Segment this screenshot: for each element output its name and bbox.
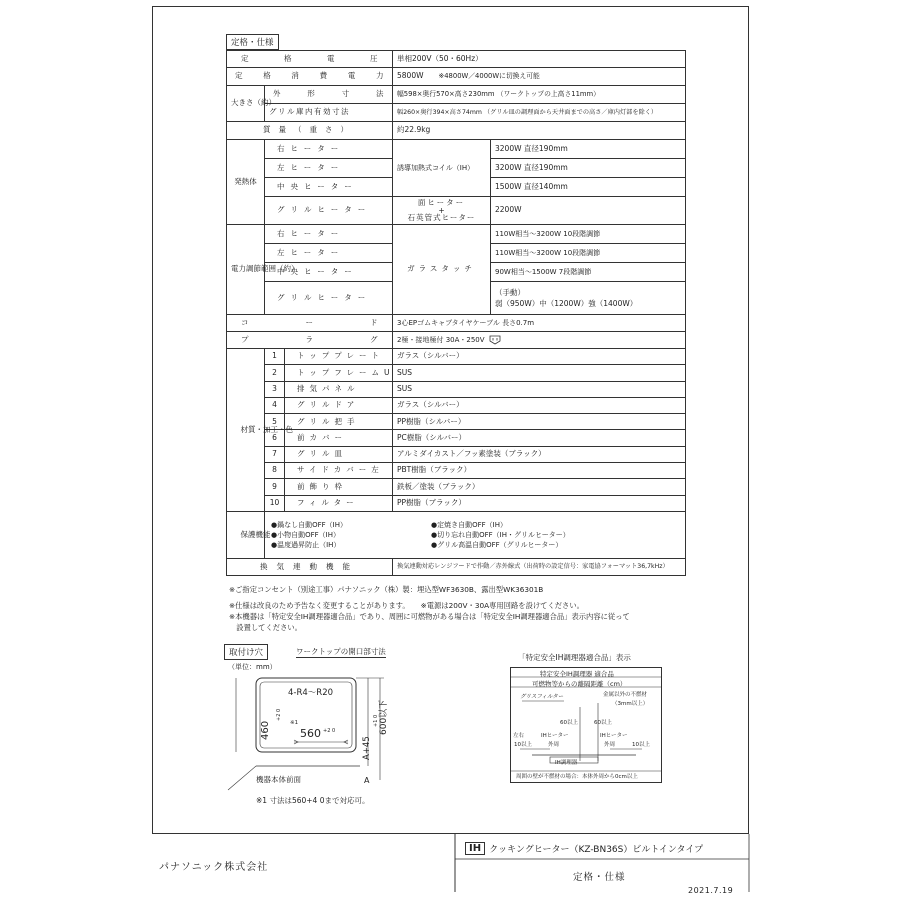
material-value: ガラス（シルバー） (393, 397, 686, 413)
cutout-section-label: 取付け穴 (224, 644, 268, 660)
material-value: PP樹脂（シルバー） (393, 414, 686, 430)
protection-item: ●鍋なし自動OFF（IH） (271, 520, 347, 529)
adjust-center-value: 90W相当～1500W 7段階調節 (491, 263, 686, 282)
adjust-group-label: 電力調節範囲（約） (227, 225, 265, 315)
material-value: PC樹脂（シルバー） (393, 430, 686, 446)
material-value: 鉄板／塗装（ブラック） (393, 479, 686, 495)
material-number: 9 (265, 479, 285, 495)
cutout-width: 560 (300, 727, 321, 740)
company-name: パナソニック株式会社 (159, 862, 269, 873)
protection-item: ●グリル高温自動OFF（グリルヒーター） (431, 540, 563, 549)
heat-center-value: 1500W 直径140mm (491, 178, 686, 197)
adjust-grill-line2: 弱（950W）中（1200W）強（1400W） (495, 299, 638, 308)
doc-title: 定格・仕様 (573, 872, 626, 883)
cutout-a-label: A (364, 776, 370, 785)
row-plug: プ ラ グ 2極・接地極付 30A・250V (227, 332, 686, 349)
adjust-left-label: 左ヒーター (265, 244, 393, 263)
adjust-left-value: 110W相当～3200W 10段階調節 (491, 244, 686, 263)
cutout-footnote: ※1 寸法は560+4 0まで対応可。 (256, 796, 370, 805)
material-value: SUS (393, 365, 686, 381)
doc-date: 2021.7.19 (688, 886, 734, 895)
adjust-right-value: 110W相当～3200W 10段階調節 (491, 225, 686, 244)
material-value: SUS (393, 381, 686, 397)
safety-distance: 可燃物等からの離隔距離（cm） (532, 680, 627, 688)
grill-heater-type-bottom: 石英管式ヒーター (407, 213, 476, 223)
adjust-center-label: 中央ヒーター (265, 263, 393, 282)
cutout-front-dim: A+45 (362, 736, 372, 760)
safety-d10b: 10以上 (632, 742, 650, 748)
grill-size-value: 幅260×奥行394×高さ74mm （グリル皿の調理面から天井面までの高さ／庫内灯部を除く） (393, 104, 686, 122)
material-value: PBT樹脂（ブラック） (393, 463, 686, 479)
size-group-label: 大きさ（約） (227, 86, 265, 122)
plug-value: 2極・接地極付 30A・250V (397, 336, 485, 344)
spec-section-label: 定格・仕様 (226, 34, 279, 50)
adjust-right-label: 右ヒーター (265, 225, 393, 244)
row-rated-power: 定 格 消 費 電 力 5800W ※4800W／4000Wに切換え可能 (227, 68, 686, 86)
cutout-front-label: 機器本体前面 (256, 775, 301, 784)
heat-grill-value: 2200W (491, 197, 686, 225)
row-rated-voltage: 定 格 電 圧 単相200V（50・60Hz） (227, 51, 686, 68)
rated-power-value: 5800W (397, 71, 424, 81)
heat-left-label: 左ヒーター (265, 159, 393, 178)
material-number: 3 (265, 381, 285, 397)
cord-value: 3心EPゴムキャブタイヤケーブル 長さ0.7m (393, 315, 686, 332)
material-number: 6 (265, 430, 285, 446)
cutout-depth: 460 (260, 720, 271, 740)
rated-power-note: ※4800W／4000Wに切換え可能 (438, 72, 540, 81)
material-part: フィルター (285, 495, 393, 511)
safety-ih-heater-2: IHヒーター (600, 733, 628, 739)
material-number: 2 (265, 365, 285, 381)
heat-right-label: 右ヒーター (265, 140, 393, 159)
material-part: グリル皿 (285, 446, 393, 462)
material-number: 1 (265, 349, 285, 365)
ventilation-value: 換気連動対応レンジフードで作動／赤外線式（出荷時の設定信号：家電協フォーマット36,7kHz） (393, 558, 686, 575)
ih-mark: IH (465, 842, 485, 855)
protection-item: ●小物自動OFF（IH） (271, 530, 340, 539)
material-part: 排気パネル (285, 381, 393, 397)
safety-grease-filter: グリスフィルター (520, 694, 564, 700)
cutout-width-tol: +2 0 (323, 728, 336, 734)
note-line1: ※仕様は改良のため予告なく変更することがあります。 ※電源は200V・30A専用回路を設けてください。 (229, 601, 584, 610)
grill-size-label: グリル庫内有効寸法 (265, 104, 393, 122)
heat-left-value: 3200W 直径190mm (491, 159, 686, 178)
protection-item: ●温度過昇防止（IH） (271, 540, 341, 549)
material-part: トッププレート (285, 349, 393, 365)
protection-item: ●切り忘れ自動OFF（IH・グリルヒーター） (431, 530, 570, 539)
cutout-max-depth: 600以下 (379, 699, 389, 735)
material-part: グリルドア (285, 397, 393, 413)
material-number: 8 (265, 463, 285, 479)
cutout-width-note: ※1 (290, 720, 299, 726)
heat-grill-label: グリルヒーター (265, 197, 393, 225)
heating-group-label: 発熱体 (227, 140, 265, 225)
safety-d60a: 60以上 (560, 720, 578, 726)
cutout-unit: （単位：mm） (228, 663, 277, 671)
grill-heater-type-plus: + (438, 205, 445, 215)
safety-title: 「特定安全IH調理器適合品」表示 (518, 653, 631, 662)
note-line2: ※本機器は「特定安全IH調理器適合品」であり、周囲に可燃物がある場合は「特定安全IH調理器適合品」表示内容に従って (229, 612, 630, 621)
grill-heater-type-top: 面ヒーター (417, 198, 466, 208)
material-number: 7 (265, 446, 285, 462)
material-value: PP樹脂（ブラック） (393, 495, 686, 511)
safety-ih-outer-1: 外周 (548, 742, 560, 748)
safety-left-side: 左右 (513, 733, 525, 739)
safety-d10a: 10以上 (514, 742, 532, 748)
product-line (465, 842, 703, 855)
safety-label-title: 特定安全IH調理器 適合品 (540, 670, 614, 678)
material-part: サイドカバー左 (285, 463, 393, 479)
safety-metal-top: 金属以外の不燃材 (603, 692, 648, 698)
material-number: 10 (265, 495, 285, 511)
safety-bottom-note: 周囲の壁が不燃材の場合：本体外周から0cm以上 (516, 774, 638, 780)
material-value: ガラス（シルバー） (393, 349, 686, 365)
adjust-grill-line1: （手動） (495, 287, 526, 297)
product-name: クッキングヒーター（KZ-BN36S）ビルトインタイプ (489, 845, 704, 855)
safety-d60b: 60以上 (594, 720, 612, 726)
outlet-note: ※ご指定コンセント（別途工事）パナソニック（株）製：埋込型WF3630B、露出型WK36301B (229, 585, 544, 594)
safety-ih-cooker: IH調理器 (555, 760, 578, 766)
material-value: アルミダイカスト／フッ素塗装（ブラック） (393, 446, 686, 462)
material-number: 4 (265, 397, 285, 413)
material-part: 前カバー (285, 430, 393, 446)
cutout-title: ワークトップの開口部寸法 (296, 647, 386, 656)
adjust-method: ガラスタッチ (393, 225, 491, 315)
protection-group-label: 保護機能 (240, 529, 271, 539)
safety-ih-outer-2: 外周 (604, 742, 616, 748)
cutout-depth-tol: +2 0 (276, 708, 282, 721)
safety-metal-3mm: （3mm以上） (612, 701, 649, 707)
ih-type: 誘導加熱式コイル（IH） (393, 140, 491, 197)
external-size-value: 幅598×奥行570×高さ230mm （ワークトップの上高さ11mm） (393, 86, 686, 104)
ventilation-label: 換気連動機能 (227, 558, 393, 575)
heat-center-label: 中央ヒーター (265, 178, 393, 197)
safety-ih-heater-1: IHヒーター (541, 733, 569, 739)
material-number: 5 (265, 414, 285, 430)
material-part: グリル把手 (285, 414, 393, 430)
materials-group-label: 材質・加工・色 (240, 424, 293, 434)
row-cord: コ ー ド 3心EPゴムキャブタイヤケーブル 長さ0.7m (227, 315, 686, 332)
adjust-grill-label: グリルヒーター (265, 282, 393, 315)
weight-value: 約22.9kg (393, 122, 686, 140)
protection-item: ●定焼き自動OFF（IH） (431, 520, 507, 529)
cutout-corner: 4-R4～R20 (288, 688, 334, 698)
cutout-front-tol: +1 0 (373, 714, 379, 727)
heat-right-value: 3200W 直径190mm (491, 140, 686, 159)
weight-label: 質量（重さ） (227, 122, 393, 140)
row-external-size: 大きさ（約） 外 形 寸 法 幅598×奥行570×高さ230mm （ワークトップの上高さ11mm） (227, 86, 686, 104)
material-part: 前飾り枠 (285, 479, 393, 495)
rated-voltage-value: 単相200V（50・60Hz） (393, 51, 686, 68)
material-part: トップフレームU (285, 365, 393, 381)
note-line3: 設置してください。 (229, 623, 302, 632)
